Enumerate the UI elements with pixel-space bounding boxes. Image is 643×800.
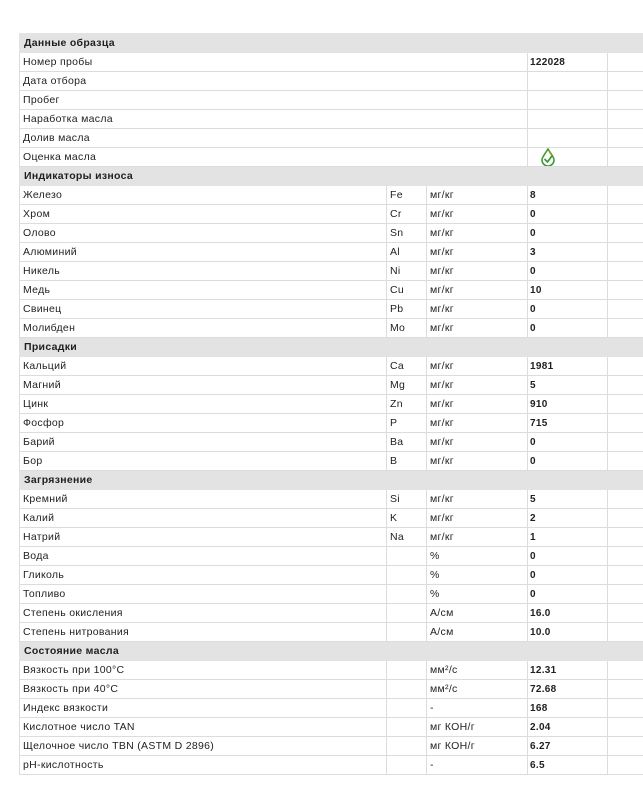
- row-value: 16.0: [528, 604, 608, 623]
- empty-cell: [608, 452, 643, 471]
- additives-row: [20, 376, 643, 395]
- row-label: Топливо: [20, 585, 387, 604]
- row-value: 1981: [528, 357, 608, 376]
- row-label: Наработка масла: [20, 110, 528, 129]
- unit: мг/кг: [427, 357, 528, 376]
- condition-row: [20, 737, 643, 756]
- oil-analysis-table: [19, 33, 643, 775]
- condition-row: [20, 661, 643, 680]
- element-symbol: Fe: [387, 186, 427, 205]
- additives-row: [20, 414, 643, 433]
- additives-row: [20, 357, 643, 376]
- unit: мг/кг: [427, 300, 528, 319]
- empty-cell: [608, 509, 643, 528]
- row-label: Вода: [20, 547, 387, 566]
- unit: %: [427, 547, 528, 566]
- contamination-row: [20, 585, 643, 604]
- row-value: 12.31: [528, 661, 608, 680]
- row-value: 715: [528, 414, 608, 433]
- section-header-condition: [20, 642, 643, 661]
- row-label: Степень окисления: [20, 604, 387, 623]
- unit: мг КОН/г: [427, 737, 528, 756]
- unit: мг/кг: [427, 528, 528, 547]
- contamination-row: [20, 604, 643, 623]
- unit: мг/кг: [427, 433, 528, 452]
- empty-cell: [608, 433, 643, 452]
- unit: мг/кг: [427, 376, 528, 395]
- empty-cell: [608, 490, 643, 509]
- element-symbol: [387, 566, 427, 585]
- contamination-row: [20, 528, 643, 547]
- element-symbol: Ni: [387, 262, 427, 281]
- unit: мг/кг: [427, 243, 528, 262]
- additives-row: [20, 433, 643, 452]
- row-label: Натрий: [20, 528, 387, 547]
- oil-drop-ok-icon: [540, 148, 556, 166]
- wear-row: [20, 243, 643, 262]
- sample-row: [20, 72, 643, 91]
- empty-cell: [608, 395, 643, 414]
- element-symbol: [387, 756, 427, 775]
- element-symbol: B: [387, 452, 427, 471]
- section-header-sample: [20, 34, 643, 53]
- row-label: Алюминий: [20, 243, 387, 262]
- empty-cell: [608, 357, 643, 376]
- row-value: 72.68: [528, 680, 608, 699]
- section-title: Присадки: [20, 338, 643, 357]
- row-label: Вязкость при 100°C: [20, 661, 387, 680]
- empty-cell: [608, 262, 643, 281]
- wear-row: [20, 224, 643, 243]
- condition-row: [20, 718, 643, 737]
- row-label: Индекс вязкости: [20, 699, 387, 718]
- row-label: pH-кислотность: [20, 756, 387, 775]
- row-value: 0: [528, 224, 608, 243]
- row-value: 0: [528, 319, 608, 338]
- contamination-row: [20, 490, 643, 509]
- row-label: Хром: [20, 205, 387, 224]
- empty-cell: [608, 718, 643, 737]
- empty-cell: [608, 91, 643, 110]
- row-value: 122028: [528, 53, 608, 72]
- row-value: 5: [528, 490, 608, 509]
- element-symbol: [387, 737, 427, 756]
- condition-row: [20, 680, 643, 699]
- wear-row: [20, 281, 643, 300]
- empty-cell: [608, 53, 643, 72]
- empty-cell: [608, 623, 643, 642]
- row-label: Медь: [20, 281, 387, 300]
- element-symbol: Si: [387, 490, 427, 509]
- row-label: Барий: [20, 433, 387, 452]
- unit: мг/кг: [427, 414, 528, 433]
- empty-cell: [608, 566, 643, 585]
- element-symbol: Pb: [387, 300, 427, 319]
- row-value: 0: [528, 566, 608, 585]
- section-title: Индикаторы износа: [20, 167, 643, 186]
- unit: А/см: [427, 623, 528, 642]
- row-value: 0: [528, 433, 608, 452]
- empty-cell: [608, 604, 643, 623]
- element-symbol: Zn: [387, 395, 427, 414]
- row-value: 5: [528, 376, 608, 395]
- unit: А/см: [427, 604, 528, 623]
- element-symbol: Al: [387, 243, 427, 262]
- unit: мг/кг: [427, 452, 528, 471]
- unit: %: [427, 585, 528, 604]
- contamination-row: [20, 509, 643, 528]
- row-label: Номер пробы: [20, 53, 528, 72]
- row-value: 6.27: [528, 737, 608, 756]
- row-label: Молибден: [20, 319, 387, 338]
- section-title: Состояние масла: [20, 642, 643, 661]
- element-symbol: Mo: [387, 319, 427, 338]
- element-symbol: Sn: [387, 224, 427, 243]
- row-label: Фосфор: [20, 414, 387, 433]
- element-symbol: [387, 699, 427, 718]
- empty-cell: [608, 281, 643, 300]
- row-label: Гликоль: [20, 566, 387, 585]
- empty-cell: [608, 547, 643, 566]
- row-value: 3: [528, 243, 608, 262]
- row-value: 2: [528, 509, 608, 528]
- row-label: Бор: [20, 452, 387, 471]
- contamination-row: [20, 547, 643, 566]
- row-label: Кремний: [20, 490, 387, 509]
- row-label: Кислотное число TAN: [20, 718, 387, 737]
- wear-row: [20, 262, 643, 281]
- unit: %: [427, 566, 528, 585]
- unit: -: [427, 756, 528, 775]
- element-symbol: Ca: [387, 357, 427, 376]
- element-symbol: Na: [387, 528, 427, 547]
- element-symbol: [387, 718, 427, 737]
- empty-cell: [608, 148, 643, 167]
- empty-cell: [608, 205, 643, 224]
- row-label: Кальций: [20, 357, 387, 376]
- unit: мг/кг: [427, 224, 528, 243]
- row-value: 0: [528, 262, 608, 281]
- row-label: Олово: [20, 224, 387, 243]
- row-label: Степень нитрования: [20, 623, 387, 642]
- condition-row: [20, 699, 643, 718]
- row-value: 168: [528, 699, 608, 718]
- row-value: 0: [528, 585, 608, 604]
- element-symbol: [387, 604, 427, 623]
- row-value: 0: [528, 452, 608, 471]
- condition-row: [20, 756, 643, 775]
- unit: мг/кг: [427, 281, 528, 300]
- additives-row: [20, 395, 643, 414]
- row-label: Цинк: [20, 395, 387, 414]
- wear-row: [20, 205, 643, 224]
- section-title: Данные образца: [20, 34, 643, 53]
- empty-cell: [608, 699, 643, 718]
- row-label: Оценка масла: [20, 148, 528, 167]
- unit: мг/кг: [427, 395, 528, 414]
- section-header-wear: [20, 167, 643, 186]
- row-label: Долив масла: [20, 129, 528, 148]
- row-label: Железо: [20, 186, 387, 205]
- row-label: Вязкость при 40°C: [20, 680, 387, 699]
- empty-cell: [608, 680, 643, 699]
- empty-cell: [608, 110, 643, 129]
- empty-cell: [608, 585, 643, 604]
- element-symbol: Mg: [387, 376, 427, 395]
- additives-row: [20, 452, 643, 471]
- unit: -: [427, 699, 528, 718]
- sample-row: [20, 53, 643, 72]
- element-symbol: Ba: [387, 433, 427, 452]
- row-label: Щелочное число TBN (ASTM D 2896): [20, 737, 387, 756]
- unit: мг/кг: [427, 319, 528, 338]
- unit: мг/кг: [427, 186, 528, 205]
- empty-cell: [608, 376, 643, 395]
- empty-cell: [608, 300, 643, 319]
- empty-cell: [608, 243, 643, 262]
- empty-cell: [608, 129, 643, 148]
- row-value: 0: [528, 205, 608, 224]
- sample-row: [20, 129, 643, 148]
- element-symbol: [387, 547, 427, 566]
- element-symbol: Cr: [387, 205, 427, 224]
- element-symbol: [387, 585, 427, 604]
- row-value: 8: [528, 186, 608, 205]
- row-value: [528, 91, 608, 110]
- unit: мг КОН/г: [427, 718, 528, 737]
- empty-cell: [608, 528, 643, 547]
- row-label: Дата отбора: [20, 72, 528, 91]
- empty-cell: [608, 224, 643, 243]
- unit: мг/кг: [427, 262, 528, 281]
- wear-row: [20, 300, 643, 319]
- element-symbol: K: [387, 509, 427, 528]
- row-value: 10: [528, 281, 608, 300]
- element-symbol: [387, 661, 427, 680]
- empty-cell: [608, 414, 643, 433]
- sample-row: [20, 148, 643, 167]
- empty-cell: [608, 737, 643, 756]
- element-symbol: [387, 680, 427, 699]
- row-label: Никель: [20, 262, 387, 281]
- element-symbol: Cu: [387, 281, 427, 300]
- wear-row: [20, 319, 643, 338]
- unit: мм²/с: [427, 661, 528, 680]
- row-value: 910: [528, 395, 608, 414]
- empty-cell: [608, 186, 643, 205]
- row-value: 1: [528, 528, 608, 547]
- row-label: Магний: [20, 376, 387, 395]
- section-title: Загрязнение: [20, 471, 643, 490]
- empty-cell: [608, 756, 643, 775]
- section-header-additives: [20, 338, 643, 357]
- row-value: 10.0: [528, 623, 608, 642]
- contamination-row: [20, 623, 643, 642]
- row-value: 0: [528, 300, 608, 319]
- row-value: [528, 129, 608, 148]
- oil-rating-cell: [528, 148, 608, 167]
- unit: мг/кг: [427, 490, 528, 509]
- empty-cell: [608, 72, 643, 91]
- row-label: Пробег: [20, 91, 528, 110]
- unit: мм²/с: [427, 680, 528, 699]
- section-header-contamination: [20, 471, 643, 490]
- unit: мг/кг: [427, 205, 528, 224]
- row-label: Калий: [20, 509, 387, 528]
- empty-cell: [608, 319, 643, 338]
- row-value: 6.5: [528, 756, 608, 775]
- row-value: 2.04: [528, 718, 608, 737]
- element-symbol: P: [387, 414, 427, 433]
- sample-row: [20, 110, 643, 129]
- contamination-row: [20, 566, 643, 585]
- empty-cell: [608, 661, 643, 680]
- row-value: [528, 72, 608, 91]
- row-value: [528, 110, 608, 129]
- row-label: Свинец: [20, 300, 387, 319]
- unit: мг/кг: [427, 509, 528, 528]
- row-value: 0: [528, 547, 608, 566]
- wear-row: [20, 186, 643, 205]
- sample-row: [20, 91, 643, 110]
- element-symbol: [387, 623, 427, 642]
